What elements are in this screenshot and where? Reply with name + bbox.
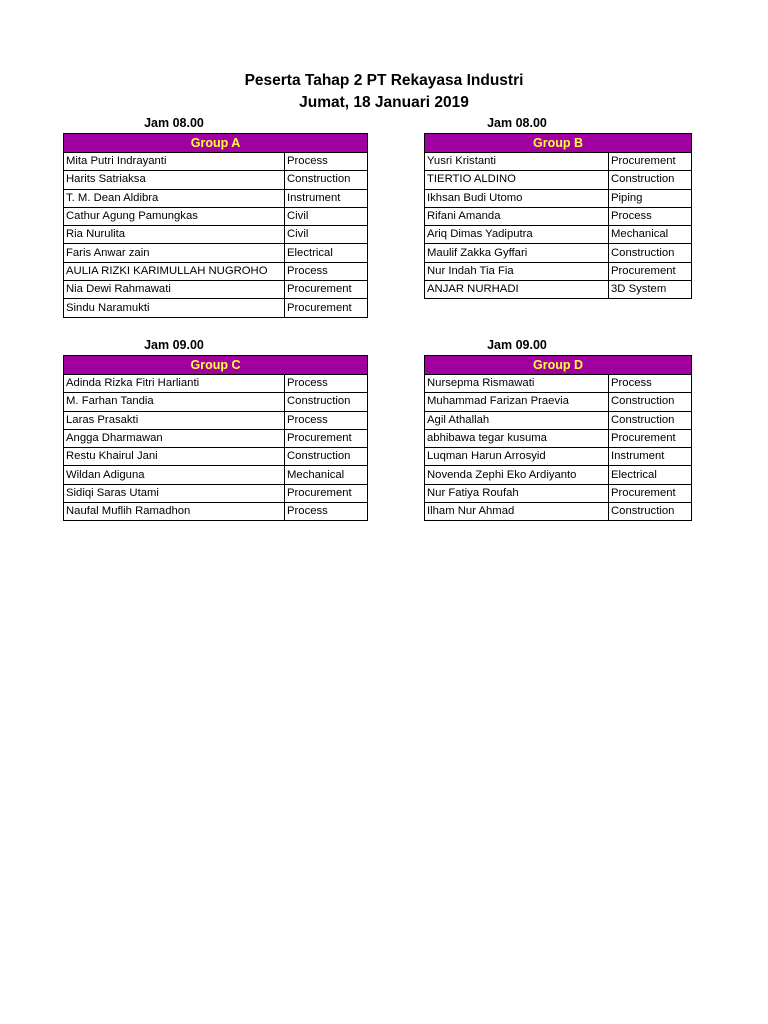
table-row — [425, 429, 692, 447]
participant-name: Wildan Adiguna — [64, 466, 285, 484]
table-row — [425, 484, 692, 502]
table-row — [64, 299, 368, 317]
group-a-table — [63, 133, 368, 318]
participant-department: Construction — [609, 411, 692, 429]
participant-name: Nur Indah Tia Fia — [425, 262, 609, 280]
participant-name: Ilham Nur Ahmad — [425, 503, 609, 521]
participant-department: Procurement — [609, 429, 692, 447]
participant-name: T. M. Dean Aldibra — [64, 189, 285, 207]
table-row — [64, 429, 368, 447]
table-row — [425, 153, 692, 171]
participant-department: Construction — [285, 448, 368, 466]
group-c-header: Group C — [64, 356, 368, 375]
table-row — [64, 393, 368, 411]
document-date: Jumat, 18 Januari 2019 — [299, 94, 469, 111]
participant-name: Maulif Zakka Gyffari — [425, 244, 609, 262]
group-a-header: Group A — [64, 134, 368, 153]
group-b-header: Group B — [425, 134, 692, 153]
participant-name: Muhammad Farizan Praevia — [425, 393, 609, 411]
participant-name: Ria Nurulita — [64, 226, 285, 244]
table-row — [64, 466, 368, 484]
participant-department: Process — [285, 153, 368, 171]
participant-name: Sindu Naramukti — [64, 299, 285, 317]
participant-name: Naufal Muflih Ramadhon — [64, 503, 285, 521]
participant-department: Instrument — [285, 189, 368, 207]
participant-department: Procurement — [609, 153, 692, 171]
participant-department: Process — [285, 503, 368, 521]
participant-department: Instrument — [609, 448, 692, 466]
participant-department: Construction — [609, 171, 692, 189]
participant-department: Construction — [609, 393, 692, 411]
participant-department: Procurement — [285, 299, 368, 317]
participant-name: Luqman Harun Arrosyid — [425, 448, 609, 466]
table-row — [425, 189, 692, 207]
group-a-time: Jam 08.00 — [144, 116, 204, 130]
table-row — [64, 484, 368, 502]
group-d-header: Group D — [425, 356, 692, 375]
table-row — [64, 153, 368, 171]
table-row — [425, 207, 692, 225]
participant-department: Construction — [609, 503, 692, 521]
participant-department: Process — [285, 411, 368, 429]
participant-department: Process — [285, 375, 368, 393]
participant-name: Nursepma Rismawati — [425, 375, 609, 393]
participant-name: Restu Khairul Jani — [64, 448, 285, 466]
table-row — [64, 375, 368, 393]
participant-name: Harits Satriaksa — [64, 171, 285, 189]
participant-department: 3D System — [609, 281, 692, 299]
participant-department: Piping — [609, 189, 692, 207]
table-row — [64, 189, 368, 207]
participant-department: Process — [285, 262, 368, 280]
participant-name: Cathur Agung Pamungkas — [64, 207, 285, 225]
table-row — [425, 171, 692, 189]
participant-name: Angga Dharmawan — [64, 429, 285, 447]
table-row — [425, 466, 692, 484]
table-row — [64, 411, 368, 429]
participant-department: Mechanical — [285, 466, 368, 484]
participant-name: Mita Putri Indrayanti — [64, 153, 285, 171]
table-row — [425, 393, 692, 411]
participant-department: Civil — [285, 207, 368, 225]
participant-department: Construction — [609, 244, 692, 262]
table-row — [64, 262, 368, 280]
participant-name: Nur Fatiya Roufah — [425, 484, 609, 502]
table-row — [425, 226, 692, 244]
participant-name: Laras Prasakti — [64, 411, 285, 429]
participant-department: Civil — [285, 226, 368, 244]
participant-name: Faris Anwar zain — [64, 244, 285, 262]
table-row — [425, 281, 692, 299]
participant-department: Procurement — [285, 484, 368, 502]
participant-department: Construction — [285, 393, 368, 411]
table-row — [64, 171, 368, 189]
participant-name: Nia Dewi Rahmawati — [64, 281, 285, 299]
participant-name: M. Farhan Tandia — [64, 393, 285, 411]
participant-name: AULIA RIZKI KARIMULLAH NUGROHO — [64, 262, 285, 280]
document-title: Peserta Tahap 2 PT Rekayasa Industri — [244, 72, 524, 89]
participant-department: Procurement — [609, 484, 692, 502]
table-row — [425, 411, 692, 429]
participant-name: TIERTIO ALDINO — [425, 171, 609, 189]
table-row — [425, 262, 692, 280]
participant-name: Yusri Kristanti — [425, 153, 609, 171]
participant-department: Electrical — [285, 244, 368, 262]
participant-department: Mechanical — [609, 226, 692, 244]
participant-name: Adinda Rizka Fitri Harlianti — [64, 375, 285, 393]
participant-department: Procurement — [609, 262, 692, 280]
table-row — [425, 244, 692, 262]
participant-name: Rifani Amanda — [425, 207, 609, 225]
participant-name: Ikhsan Budi Utomo — [425, 189, 609, 207]
participant-name: Novenda Zephi Eko Ardiyanto — [425, 466, 609, 484]
table-row — [64, 448, 368, 466]
group-b-table — [424, 133, 692, 299]
table-row — [64, 207, 368, 225]
table-row — [425, 503, 692, 521]
table-row — [64, 503, 368, 521]
group-c-table — [63, 355, 368, 521]
participant-name: Ariq Dimas Yadiputra — [425, 226, 609, 244]
participant-department: Procurement — [285, 281, 368, 299]
table-row — [64, 281, 368, 299]
group-b-time: Jam 08.00 — [487, 116, 547, 130]
group-c-time: Jam 09.00 — [144, 338, 204, 352]
participant-department: Process — [609, 207, 692, 225]
table-row — [425, 375, 692, 393]
participant-name: Agil Athallah — [425, 411, 609, 429]
participant-department: Electrical — [609, 466, 692, 484]
table-row — [64, 226, 368, 244]
participant-department: Procurement — [285, 429, 368, 447]
participant-department: Construction — [285, 171, 368, 189]
group-d-time: Jam 09.00 — [487, 338, 547, 352]
participant-name: abhibawa tegar kusuma — [425, 429, 609, 447]
participant-department: Process — [609, 375, 692, 393]
group-d-table — [424, 355, 692, 521]
table-row — [64, 244, 368, 262]
table-row — [425, 448, 692, 466]
participant-name: Sidiqi Saras Utami — [64, 484, 285, 502]
participant-name: ANJAR NURHADI — [425, 281, 609, 299]
